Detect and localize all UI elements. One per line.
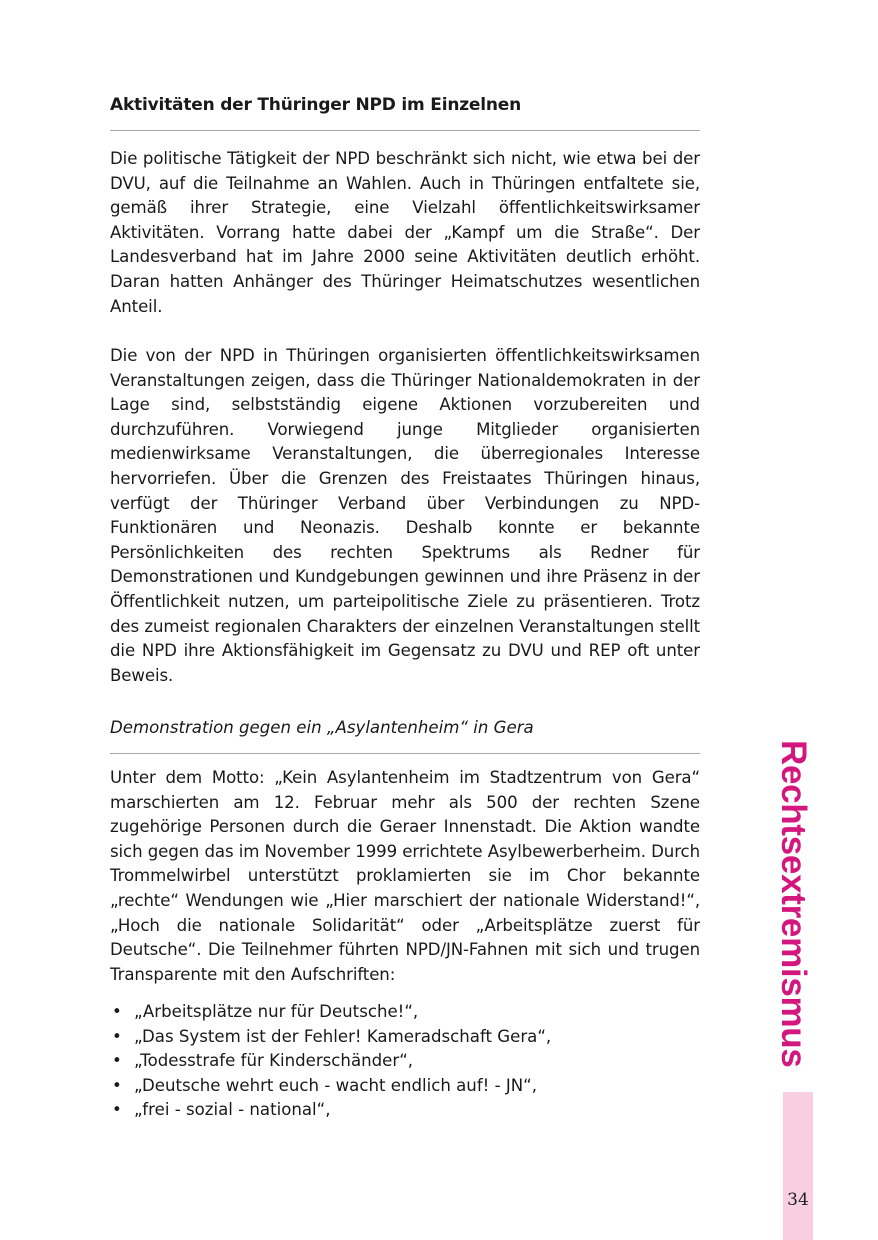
banner-text: „Arbeitsplätze nur für Deutsche!“,: [134, 1002, 419, 1021]
list-item: [110, 1025, 700, 1050]
banner-text: „Todesstrafe für Kinderschänder“,: [134, 1051, 414, 1071]
banner-text: „Das System ist der Fehler! Kameradschaft Gera“,: [134, 1026, 552, 1046]
banner-list: [110, 1000, 700, 1123]
list-item: [110, 1000, 700, 1025]
side-chapter-title: [774, 740, 815, 1068]
page-number: 34: [787, 1190, 809, 1210]
section-title: Aktivitäten der Thüringer NPD im Einzelnen: [110, 95, 522, 115]
bullet-icon: •: [112, 1051, 122, 1071]
subsection-divider: [110, 753, 700, 754]
banner-text: „frei - sozial - national“,: [134, 1100, 331, 1120]
bullet-icon: •: [112, 1075, 122, 1095]
bullet-icon: •: [112, 1026, 122, 1046]
list-item: [110, 1074, 700, 1099]
subsection-title: Demonstration gegen ein „Asylantenheim“ in Gera: [110, 718, 534, 737]
bullet-icon: •: [112, 1100, 122, 1120]
section-divider: [110, 130, 700, 131]
list-item: [110, 1049, 700, 1074]
side-chapter-title-text: Rechtsextremismus: [774, 740, 813, 1068]
paragraph-gera: Unter dem Motto: „Kein Asylantenheim im Stadtzentrum von Gera“ marschierten am 12. Februar mehr als 500 der rechten Szene zugehörige Personen durch die Geraer Innenstadt. Die Aktion wandte sich gegen das im November 1999 errichtete Asylbewerberheim. Durch Trommelwirbel unterstützt proklamierten sie im Chor bekannte „rechte“ Wendungen wie „Hier marschiert der nationale Widerstand!“, „Hoch die nationale Solidarität“ oder „Arbeitsplätze zuerst für Deutsche“. Die Teilnehmer führten NPD/JN-Fahnen mit sich und trugen Transparente mit den Aufschriften:: [110, 768, 700, 984]
bullet-icon: •: [112, 1002, 122, 1021]
banner-text: „Deutsche wehrt euch - wacht endlich auf! - JN“,: [134, 1075, 538, 1095]
list-item: [110, 1098, 700, 1123]
paragraph-intro: Die politische Tätigkeit der NPD beschränkt sich nicht, wie etwa bei der DVU, auf die Teilnahme an Wahlen. Auch in Thüringen entfaltete sie, gemäß ihrer Strategie, eine Vielzahl öffentlichkeitswirksamer Aktivitäten. Vorrang hatte dabei der „Kampf um die Straße“. Der Landesverband hat im Jahre 2000 seine Aktivitäten deutlich erhöht. Daran hatten Anhänger des Thüringer Heimatschutzes wesentlichen Anteil.: [110, 149, 700, 316]
page-tab: [783, 1092, 813, 1240]
paragraph-events: Die von der NPD in Thüringen organisierten öffentlichkeitswirksamen Veranstaltungen zeigen, dass die Thüringer Nationaldemokraten in der Lage sind, selbstständig eigene Aktionen vorzubereiten und durchzuführen. Vorwiegend junge Mitglieder organisierten medienwirksame Veranstaltungen, die überregionales Interesse hervorriefen. Über die Grenzen des Freistaates Thüringen hinaus, verfügt der Thüringer Verband über Verbindungen zu NPD-Funktionären und Neonazis. Deshalb konnte er bekannte Persönlichkeiten des rechten Spektrums als Redner für Demonstrationen und Kundgebungen gewinnen und ihre Präsenz in der Öffentlichkeit nutzen, um parteipolitische Ziele zu präsentieren. Trotz des zumeist regionalen Charakters der einzelnen Veranstaltungen stellt die NPD ihre Aktionsfähigkeit im Gegensatz zu DVU und REP oft unter Beweis.: [110, 346, 700, 685]
